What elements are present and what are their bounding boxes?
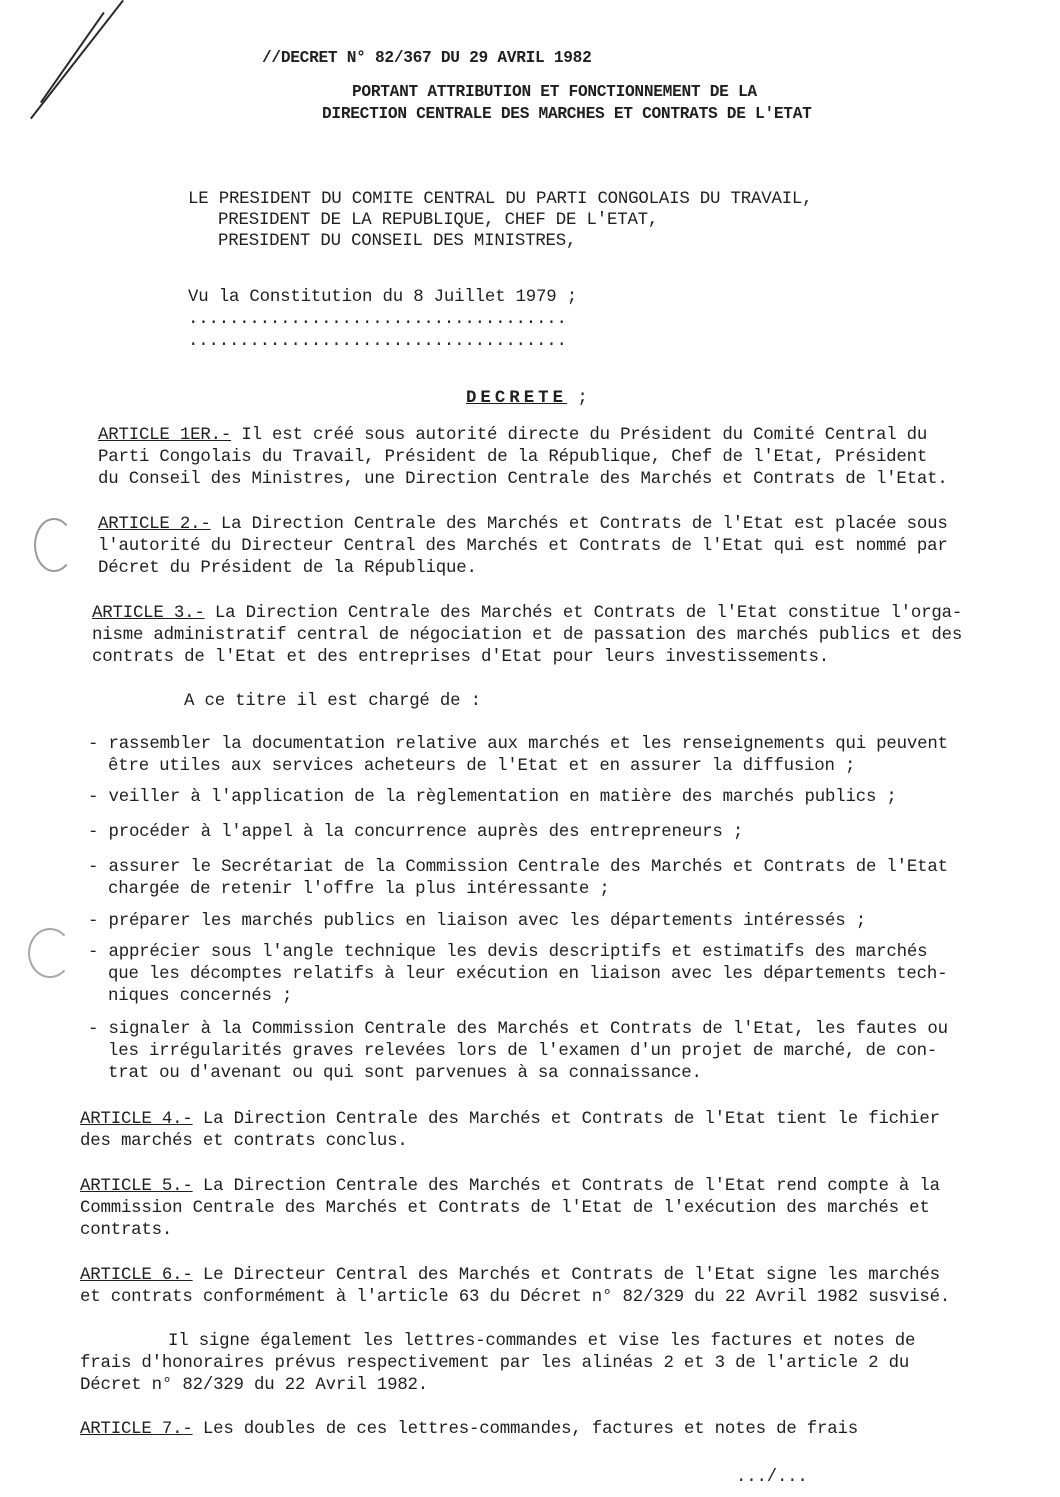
bullet-7-line-1: - signaler à la Commission Centrale des Marchés et Contrats de l'Etat, les fautes ou <box>88 1020 948 1039</box>
bullet-6-line-2: que les décomptes relatifs à leur exécution en liaison avec les départements tech- <box>108 965 948 984</box>
article-3-line-2: nisme administratif central de négociation et de passation des marchés publics et des <box>92 626 963 645</box>
article-6-line-2: et contrats conformément à l'article 63 du Décret n° 82/329 du 22 Avril 1982 susvisé. <box>80 1288 951 1307</box>
margin-pen-stroke-2 <box>40 12 104 103</box>
bullet-3-line-1: - procéder à l'appel à la concurrence auprès des entrepreneurs ; <box>88 823 744 842</box>
article-7-line-1: ARTICLE 7.- Les doubles de ces lettres-commandes, factures et notes de frais <box>80 1420 858 1439</box>
decree-subtitle-2: DIRECTION CENTRALE DES MARCHES ET CONTRATS DE L'ETAT <box>322 105 812 123</box>
bullet-1-line-2: être utiles aux services acheteurs de l'Etat et en assurer la diffusion ; <box>108 757 856 776</box>
decrete-suffix: ; <box>577 389 588 408</box>
page-continuation: .../... <box>736 1468 808 1487</box>
bullet-7-line-3: trat ou d'avenant ou qui sont parvenues à sa connaissance. <box>108 1064 702 1083</box>
preamble-vu: Vu la Constitution du 8 Juillet 1979 ; <box>188 288 577 307</box>
bullet-1-line-1: - rassembler la documentation relative aux marchés et les renseignements qui peuvent <box>88 735 948 754</box>
punch-hole-mark-2 <box>28 928 72 978</box>
authority-line-2: PRESIDENT DE LA REPUBLIQUE, CHEF DE L'ETAT, <box>218 211 659 230</box>
article-5-line-2: Commission Centrale des Marchés et Contrats de l'Etat de l'exécution des marchés et <box>80 1199 930 1218</box>
margin-pen-stroke <box>30 0 124 119</box>
article-4-line-1: ARTICLE 4.- La Direction Centrale des Marchés et Contrats de l'Etat tient le fichier <box>80 1110 940 1129</box>
article-3-line-1: ARTICLE 3.- La Direction Centrale des Marchés et Contrats de l'Etat constitue l'orga- <box>92 604 963 623</box>
article-2-line-3: Décret du Président de la République. <box>98 559 477 578</box>
article-6-label: ARTICLE 6.- <box>80 1266 193 1285</box>
authority-line-3: PRESIDENT DU CONSEIL DES MINISTRES, <box>218 232 577 251</box>
decrete-label: DECRETE <box>466 389 568 408</box>
bullet-5-line-1: - préparer les marchés publics en liaison avec les départements intéressés ; <box>88 912 866 931</box>
article-4-line-2: des marchés et contrats conclus. <box>80 1132 408 1151</box>
article-3-line-3: contrats de l'Etat et des entreprises d'Etat pour leurs investissements. <box>92 648 829 667</box>
article-4-label: ARTICLE 4.- <box>80 1110 193 1129</box>
article-6-para-2-line-2: frais d'honoraires prévus respectivement par les alinéas 2 et 3 de l'article 2 du <box>80 1354 910 1373</box>
decree-title: DECRET N° 82/367 DU 29 AVRIL 1982 <box>280 49 592 67</box>
article-2-label: ARTICLE 2.- <box>98 515 211 534</box>
article-3-label: ARTICLE 3.- <box>92 604 205 623</box>
decree-title-line <box>262 48 592 68</box>
article-1-line-2: Parti Congolais du Travail, Président de la République, Chef de l'Etat, Président <box>98 448 928 467</box>
article-1-line-1: ARTICLE 1ER.- Il est créé sous autorité directe du Président du Comité Central du <box>98 426 928 445</box>
article-7-label: ARTICLE 7.- <box>80 1420 193 1439</box>
punch-hole-mark <box>34 518 74 572</box>
article-2-line-1: ARTICLE 2.- La Direction Centrale des Marchés et Contrats de l'Etat est placée sous <box>98 515 948 534</box>
header-mark: // <box>262 49 281 67</box>
bullet-7-line-2: les irrégularités graves relevées lors de l'examen d'un projet de marché, de con- <box>108 1042 938 1061</box>
authority-line-1: LE PRESIDENT DU COMITE CENTRAL DU PARTI CONGOLAIS DU TRAVAIL, <box>188 190 813 209</box>
bullet-6-line-1: - apprécier sous l'angle technique les devis descriptifs et estimatifs des marchés <box>88 943 928 962</box>
decrete-heading <box>466 389 588 409</box>
article-5-line-1: ARTICLE 5.- La Direction Centrale des Marchés et Contrats de l'Etat rend compte à la <box>80 1177 940 1196</box>
article-1-label: ARTICLE 1ER.- <box>98 426 232 445</box>
article-2-line-2: l'autorité du Directeur Central des Marchés et Contrats de l'Etat qui est nommé par <box>98 537 948 556</box>
bullet-6-line-3: niques concernés ; <box>108 987 293 1006</box>
decree-subtitle-1: PORTANT ATTRIBUTION ET FONCTIONNEMENT DE LA <box>352 83 757 101</box>
bullet-2-line-1: - veiller à l'application de la règlementation en matière des marchés publics ; <box>88 788 897 807</box>
article-6-para-2-line-3: Décret n° 82/329 du 22 Avril 1982. <box>80 1376 429 1395</box>
article-5-line-3: contrats. <box>80 1221 173 1240</box>
article-1-line-3: du Conseil des Ministres, une Direction Centrale des Marchés et Contrats de l'Etat. <box>98 470 948 489</box>
article-6-line-1: ARTICLE 6.- Le Directeur Central des Marchés et Contrats de l'Etat signe les marchés <box>80 1266 940 1285</box>
article-3-intro: A ce titre il est chargé de : <box>184 692 481 711</box>
article-5-label: ARTICLE 5.- <box>80 1177 193 1196</box>
preamble-dots-2: ..................................... <box>188 332 567 351</box>
bullet-4-line-1: - assurer le Secrétariat de la Commission Centrale des Marchés et Contrats de l'Etat <box>88 858 948 877</box>
bullet-4-line-2: chargée de retenir l'offre la plus intéressante ; <box>108 880 610 899</box>
article-6-para-2-line-1: Il signe également les lettres-commandes et vise les factures et notes de <box>168 1332 916 1351</box>
preamble-dots-1: ..................................... <box>188 310 567 329</box>
